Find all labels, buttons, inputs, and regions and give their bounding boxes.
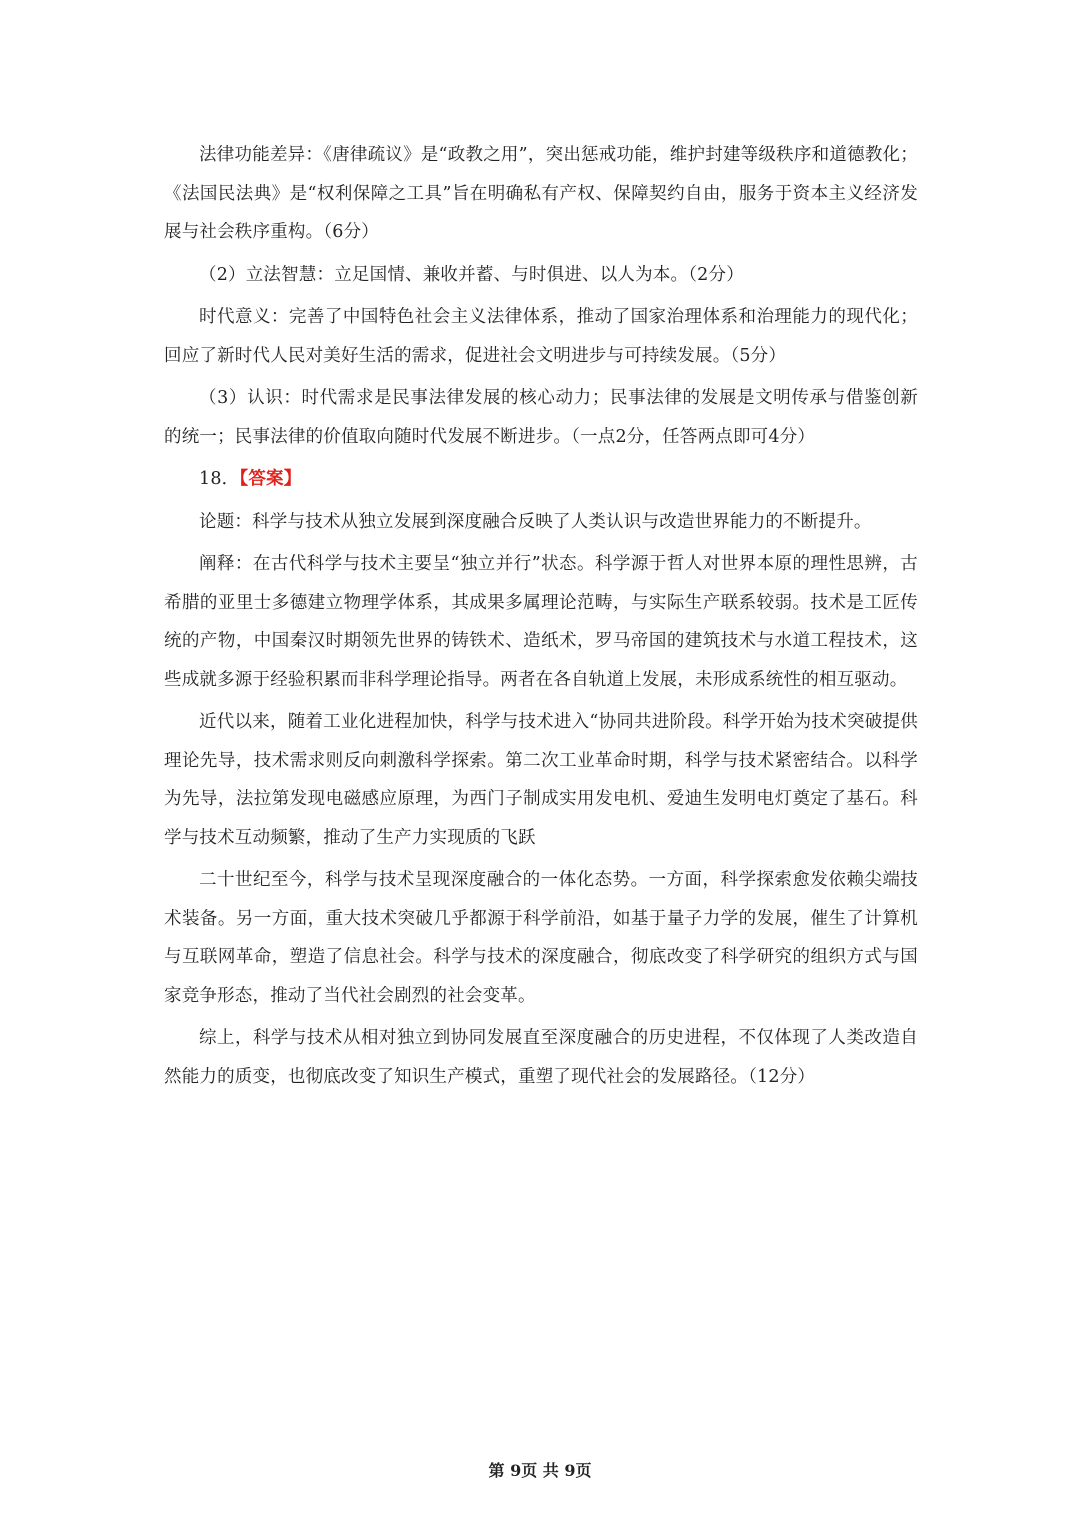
question-number: 18． [199,469,240,489]
paragraph-legal-function-difference: 法律功能差异：《唐律疏议》是“政教之用”，突出惩戒功能，维护封建等级秩序和道德教化；《法国民法典》是“权利保障之工具”旨在明确私有产权、保障契约自由，服务于资本主义经济发展与社会秩序重构。（6分） [164,145,918,242]
paragraph-legislative-wisdom: （2）立法智慧：立足国情、兼收并蓄、与时俱进、以人为本。（2分） [199,264,744,285]
paragraph-twentieth-century: 二十世纪至今，科学与技术呈现深度融合的一体化态势。一方面，科学探索愈发依赖尖端技术装备。另一方面，重大技术突破几乎都源于科学前沿，如基于量子力学的发展，催生了计算机与互联网革命，塑造了信息社会。科学与技术的深度融合，彻底改变了科学研究的组织方式与国家竞争形态，推动了当代社会剧烈的社会变革。 [164,870,918,1006]
paragraph-thesis: 论题：科学与技术从独立发展到深度融合反映了人类认识与改造世界能力的不断提升。 [199,511,872,532]
page-number-footer: 第 9页 共 9页 [488,1461,592,1480]
paragraph-ancient-explanation: 阐释：在古代科学与技术主要呈“独立并行”状态。科学源于哲人对世界本原的理性思辨，古希腊的亚里士多德建立物理学体系，其成果多属理论范畴，与实际生产联系较弱。技术是工匠传统的产物，中国秦汉时期领先世界的铸铁术、造纸术，罗马帝国的建筑技术与水道工程技术，这些成就多源于经验积累而非科学理论指导。两者在各自轨道上发展，未形成系统性的相互驱动。 [164,554,918,690]
page-content [164,136,918,1096]
answer-tag: 【答案】 [239,469,302,489]
question-18-heading [164,460,918,499]
paragraph-conclusion: 综上，科学与技术从相对独立到协同发展直至深度融合的历史进程，不仅体现了人类改造自然能力的质变，也彻底改变了知识生产模式，重塑了现代社会的发展路径。（12分） [164,1028,918,1087]
paragraph-understanding: （3）认识：时代需求是民事法律发展的核心动力；民事法律的发展是文明传承与借鉴创新的统一；民事法律的价值取向随时代发展不断进步。（一点2分，任答两点即可4分） [164,388,918,447]
paragraph-modern-era: 近代以来，随着工业化进程加快，科学与技术进入“协同共进阶段。科学开始为技术突破提供理论先导，技术需求则反向刺激科学探索。第二次工业革命时期，科学与技术紧密结合。以科学为先导，法拉第发现电磁感应原理，为西门子制成实用发电机、爱迪生发明电灯奠定了基石。科学与技术互动频繁，推动了生产力实现质的飞跃 [164,712,918,848]
paragraph-era-significance: 时代意义：完善了中国特色社会主义法律体系，推动了国家治理体系和治理能力的现代化；回应了新时代人民对美好生活的需求，促进社会文明进步与可持续发展。（5分） [164,307,918,366]
